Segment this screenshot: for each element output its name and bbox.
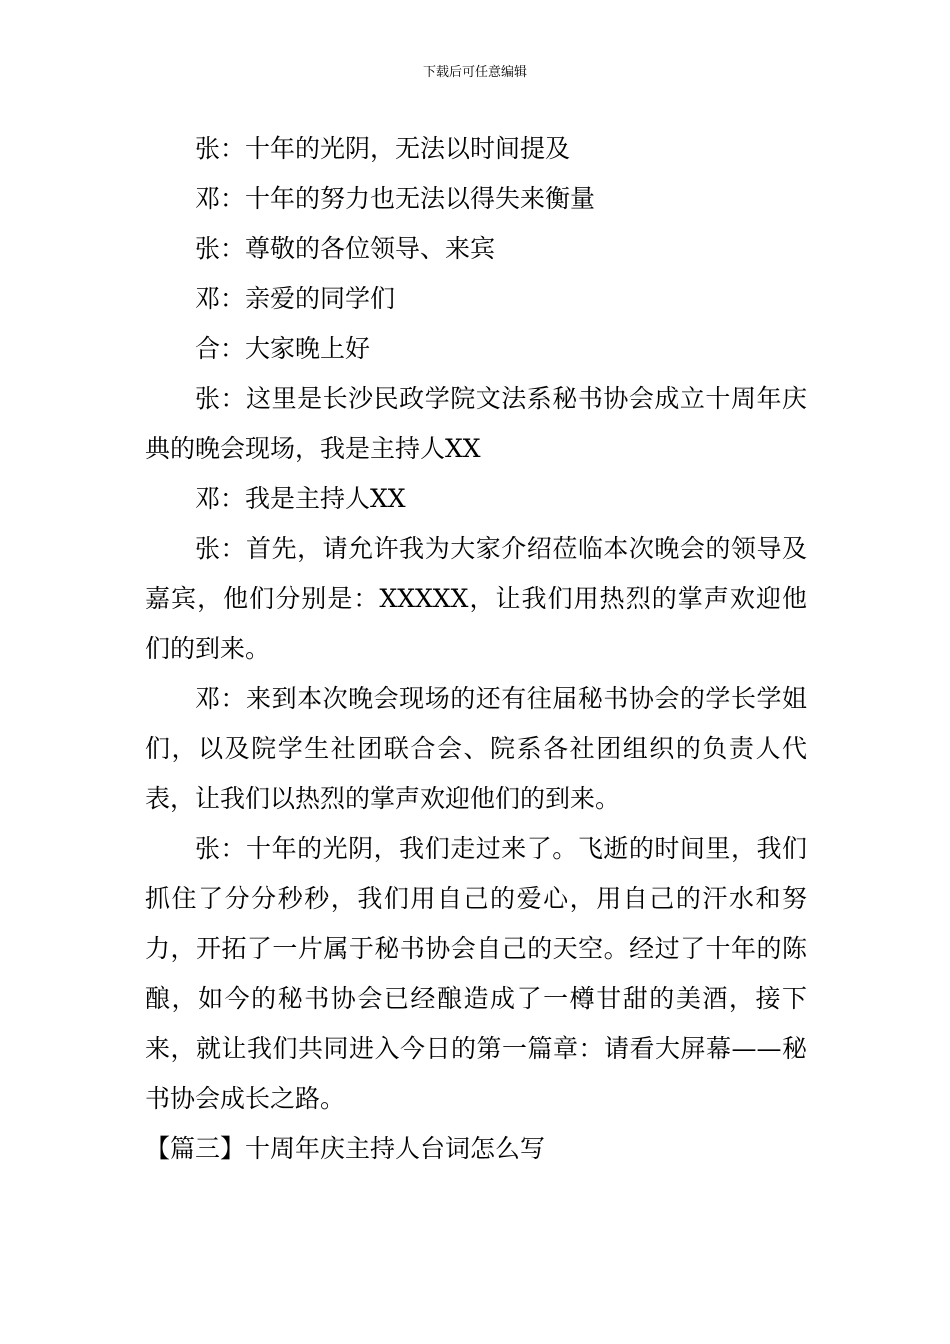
paragraph: 邓：十年的努力也无法以得失来衡量 [195, 184, 596, 213]
paragraph: 邓：我是主持人XX [195, 484, 406, 513]
section-heading: 【篇三】十周年庆主持人台词怎么写 [145, 1134, 546, 1163]
paragraph: 张：首先，请允许我为大家介绍莅临本次晚会的领导及嘉宾，他们分别是：XXXXX，让我们用热烈的掌声欢迎他们的到来。 [145, 534, 807, 663]
paragraph: 合：大家晚上好 [195, 334, 371, 363]
paragraph: 邓：来到本次晚会现场的还有往届秘书协会的学长学姐们，以及院学生社团联合会、院系各社团组织的负责人代表，让我们以热烈的掌声欢迎他们的到来。 [145, 684, 807, 813]
paragraph: 张：十年的光阴，无法以时间提及 [195, 134, 571, 163]
document-body [145, 124, 807, 1174]
page-header: 下载后可任意编辑 [422, 65, 527, 80]
paragraph: 张：尊敬的各位领导、来宾 [195, 234, 496, 263]
paragraph: 张：这里是长沙民政学院文法系秘书协会成立十周年庆典的晚会现场，我是主持人XX [145, 384, 807, 463]
paragraph: 邓：亲爱的同学们 [195, 284, 396, 313]
paragraph: 张：十年的光阴，我们走过来了。飞逝的时间里，我们抓住了分分秒秒，我们用自己的爱心，用自己的汗水和努力，开拓了一片属于秘书协会自己的天空。经过了十年的陈酿，如今的秘书协会已经酿造成了一樽甘甜的美酒，接下来，就让我们共同进入今日的第一篇章：请看大屏幕——秘书协会成长之路。 [145, 834, 807, 1113]
